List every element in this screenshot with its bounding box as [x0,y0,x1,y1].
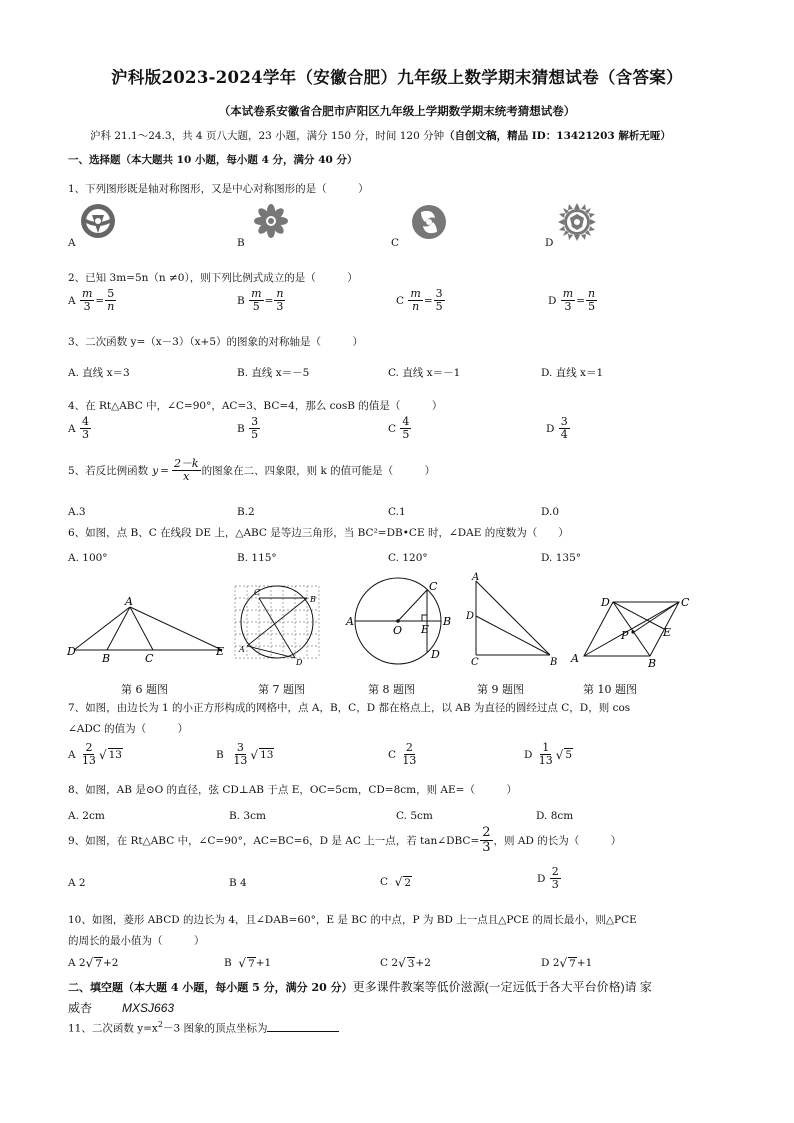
q9-c-rad: 2 [404,876,412,889]
q4-a-num: 4 [81,415,89,428]
q4-option-d [546,416,571,441]
q9-stem [68,826,621,856]
q2-d-letter: D [548,294,557,307]
q4-c-den: 5 [402,428,410,442]
q2-b-eq: = [264,294,274,307]
q7-d-frac [537,742,555,767]
f7-label-c: C [254,588,261,597]
q7-option-d [524,742,573,767]
q9-c-sqrt-icon: √ [394,875,403,889]
q5-option-c: C.1 [388,506,406,518]
q1-option-d: D [545,237,554,249]
q2-d-num2: n [588,287,596,300]
q7-c-frac [400,742,418,767]
q9-d-frac [550,866,561,891]
f8-label-o: O [393,624,403,637]
q2-stem: 2、已知 3m=5n（n ≠0），则下列比例式成立的是（ ） [68,272,358,284]
q2-a-frac2 [105,288,116,313]
q7-d-den: 13 [538,754,553,768]
q9-option-b: B 4 [229,877,247,889]
f8-label-b: B [443,615,452,628]
f10-label-e: E [663,626,672,639]
q3-option-a: A. 直线 x＝3 [68,367,130,379]
q8-option-a: A. 2cm [68,810,105,822]
q4-d-den: 4 [560,428,568,442]
q2-option-d [548,288,598,313]
caption-fig7: 第 7 题图 [258,683,305,696]
q6-option-a: A. 100° [68,552,108,564]
q9-option-a: A 2 [68,877,86,889]
q7-stem-line2: ∠ADC 的值为（ ） [68,723,189,735]
q9-d-letter: D [537,872,546,885]
f10-label-p: P [621,629,629,642]
q3-option-d: D. 直线 x＝1 [541,367,604,379]
q9-post: ，则 AD 的长为（ ） [493,835,622,848]
q4-d-frac [559,416,570,441]
q9-pre: 9、如图，在 Rt△ABC 中，∠C=90°，AC=BC=6，D 是 AC 上一点，若 tan∠DBC= [68,835,480,848]
f6-label-a: A [125,595,133,608]
section-one-heading: 一、选择题（本大题共 10 小题，每小题 4 分，满分 40 分） [68,154,358,166]
f10-label-a: A [571,652,579,665]
q7-b-den: 13 [233,754,248,768]
q1-option-a: A [68,237,76,249]
q10-c-rad: 3 [407,957,415,970]
q4-c-num: 4 [402,415,410,428]
q7-option-b [216,742,274,767]
q1-figure-c-icon [411,204,447,244]
q5-option-b: B.2 [237,506,255,518]
q4-option-c [388,416,412,441]
q7-a-den: 13 [81,754,96,768]
q1-figure-a-icon [80,203,116,243]
q10-d-post: +1 [576,957,593,969]
q4-a-den: 3 [81,428,89,442]
q10-d-rad: 7 [569,957,576,970]
q7-a-num: 2 [85,741,93,754]
q10-option-d [541,956,592,970]
f8-label-e: E [421,623,430,636]
q2-b-den2: 3 [276,300,284,314]
q9-d-num: 2 [551,865,559,878]
q2-a-den1: 3 [83,300,91,314]
q10-c-sqrt-icon: √ [398,956,406,970]
q2-a-num1: m [81,287,93,300]
q1-stem: 1、下列图形既是轴对称图形，又是中心对称图形的是（ ） [68,183,369,195]
q5-option-a: A.3 [68,506,86,518]
q4-d-num: 3 [560,415,568,428]
f9-label-d: D [466,611,475,622]
q2-c-eq: = [423,294,433,307]
figure-10 [568,590,696,670]
q10-b-pre: B [224,957,232,969]
q10-c-post: +2 [415,957,431,969]
q10-option-a [68,956,118,970]
q9-num: 2 [482,825,491,840]
q2-a-num2: 5 [107,287,115,300]
f10-label-b: B [648,657,657,670]
f7-label-a: A [239,645,245,654]
f9-label-b: B [550,657,558,668]
f9-label-a: A [472,572,480,583]
q7-a-frac [80,742,98,767]
q5-num: 2－k [173,457,199,470]
q6-stem: 6、如图，点 B、C 在线段 DE 上，△ABC 是等边三角形，当 BC²=DB•CE 时，∠DAE 的度数为（ ） [68,527,569,539]
section-two-line2 [68,999,174,1016]
q10-d-pre: D 2 [541,957,560,969]
q10-c-pre: C 2 [380,957,399,969]
q5-stem [68,458,435,483]
q10-a-post: +2 [102,957,119,969]
figure-6 [64,592,234,664]
f8-label-c: C [429,580,438,593]
q2-a-frac1 [80,288,94,313]
figure-9 [466,570,562,670]
q1-option-c: C [391,237,400,249]
q4-a-letter: A [68,422,76,435]
q3-option-c: C. 直线 x＝－1 [388,367,461,379]
q5-option-d: D.0 [541,506,560,518]
q7-a-rad: 13 [108,749,122,762]
q11-answer-blank [267,1021,339,1032]
figure-7 [232,583,324,669]
q7-b-rad: 13 [260,749,274,762]
q7-c-num: 2 [405,741,413,754]
q9-c-letter: C [380,876,389,888]
q7-d-sqrt-icon: √ [555,747,564,762]
q7-b-num: 3 [236,741,244,754]
q7-a-letter: A [68,748,76,761]
q10-a-rad: 7 [95,957,102,970]
q2-b-letter: B [237,294,245,307]
q7-b-sqrt-icon: √ [250,747,259,762]
q8-stem: 8、如图，AB 是⊙O 的直径，弦 CD⊥AB 于点 E，OC=5cm，CD=8cm，则 AE=（ ） [68,784,517,796]
q2-c-num1: m [410,287,421,300]
q2-a-den2: n [107,300,115,314]
q10-a-pre: A 2 [68,957,86,969]
q4-c-letter: C [388,422,397,435]
q7-stem-line1: 7、如图，由边长为 1 的小正方形构成的网格中，点 A，B，C，D 都在格点上，以 AB 为直径的圆经过点 C，D，则 cos [68,702,631,714]
section-two-bold: 二、填空题（本大题 4 小题，每小题 5 分，满分 20 分） [68,981,353,994]
q5-pre: 5、若反比例函数 [68,465,149,478]
q9-option-d [537,866,562,891]
q5-eq: = [160,464,169,477]
q2-c-frac2 [434,288,445,313]
f6-label-e: E [216,645,225,658]
q9-frac [480,826,492,856]
exam-info-id: （自创文稿，精品 ID：13421203 解析无哑） [444,130,671,142]
q2-b-den1: 5 [252,300,260,314]
q1-figure-d-icon [558,203,596,245]
q2-c-den1: n [412,300,420,314]
q10-option-b [224,956,271,970]
q4-option-b [237,416,261,441]
f6-label-c: C [145,652,154,664]
q2-c-frac1 [408,288,422,313]
caption-fig9: 第 9 题图 [477,683,524,696]
q7-b-letter: B [216,748,224,761]
q4-option-a [68,416,92,441]
q7-c-den: 13 [402,754,417,768]
q5-y: y [152,464,159,477]
q10-option-c [380,956,431,970]
exam-info-text: 沪科 21.1～24.3，共 4 页八大题，23 小题，满分 150 分，时间 120 分钟 [90,130,445,142]
section-two-ad: 更多课件教案等低价滋源(一定远低于各大平台价格)请 家 [352,980,652,994]
f8-label-d: D [431,648,440,661]
q7-option-a [68,742,123,767]
q10-stem-line1: 10、如图，菱形 ABCD 的边长为 4，且∠DAB=60°，E 是 BC 的中点，P 为 BD 上一点且△PCE 的周长最小，则△PCE [68,914,637,926]
q2-d-frac2 [586,288,597,313]
q8-option-d: D. 8cm [536,810,574,822]
q2-a-letter: A [68,294,76,307]
q10-b-post: +1 [255,957,272,969]
q2-b-frac1 [249,288,263,313]
q2-d-frac1 [561,288,575,313]
q1-figure-b-icon [253,203,289,243]
q2-c-letter: C [396,294,405,307]
q4-d-letter: D [546,422,555,435]
q2-c-den2: 5 [435,300,443,314]
q10-stem-line2: 的周长的最小值为（ ） [68,935,205,947]
f10-label-c: C [681,596,690,609]
q10-a-sqrt-icon: √ [85,956,94,970]
q2-c-num2: 3 [435,287,443,300]
q4-a-frac [80,416,91,441]
q8-option-b: B. 3cm [229,810,266,822]
q2-d-num1: m [562,287,574,300]
f7-label-d: D [296,658,303,667]
q11-sup: 2 [157,1020,163,1029]
q3-stem: 3、二次函数 y=（x－3）（x+5）的图象的对称轴是（ ） [68,336,363,348]
q2-d-den1: 3 [564,300,572,314]
q4-b-letter: B [237,422,245,435]
q4-c-frac [400,416,411,441]
q2-d-den2: 5 [588,300,596,314]
q5-frac [172,458,201,483]
q11-stem [68,1020,339,1036]
page-subtitle: （本试卷系安徽省合肥市庐阳区九年级上学期数学期末统考猜想试卷） [218,104,576,118]
q4-b-frac [249,416,260,441]
q7-c-letter: C [388,748,397,761]
q2-option-a [68,288,117,313]
q4-b-den: 5 [251,428,259,442]
f7-label-b: B [310,595,316,604]
q5-post: 的图象在二、四象限，则 k 的值可能是（ ） [201,465,436,478]
q10-b-rad: 7 [248,957,255,970]
q4-b-num: 3 [251,415,259,428]
q2-a-eq: = [95,294,105,307]
q2-b-num2: n [276,287,284,300]
q9-d-den: 3 [551,878,559,892]
section-two-heading [68,978,652,995]
f9-label-c: C [471,657,479,668]
q4-stem: 4、在 Rt△ABC 中，∠C=90°，AC=3、BC=4，那么 cosB 的值是（ ） [68,400,443,412]
f6-label-b: B [102,652,111,664]
q2-d-eq: = [576,294,586,307]
q10-b-sqrt-icon: √ [238,956,247,970]
q2-option-b [237,288,286,313]
q6-option-c: C. 120° [388,552,428,564]
q2-b-num1: m [251,287,262,300]
q9-option-c [380,875,412,889]
q9-den: 3 [482,840,491,856]
q6-option-d: D. 135° [541,552,582,564]
q11-pre: 11、二次函数 y=x [68,1022,158,1035]
q7-option-c [388,742,419,767]
q6-option-b: B. 115° [237,552,277,564]
section-two-line2a: 威杏 [68,1001,93,1015]
exam-info [90,128,671,143]
page-title: 沪科版2023-2024学年（安徽合肥）九年级上数学期末猜想试卷（含答案） [111,68,683,87]
caption-fig8: 第 8 题图 [368,683,415,696]
f6-label-d: D [67,645,76,658]
caption-fig6: 第 6 题图 [121,683,168,696]
q7-d-rad: 5 [565,749,573,762]
q7-d-num: 1 [542,741,550,754]
f10-label-d: D [601,596,610,609]
q7-a-sqrt-icon: √ [98,747,107,762]
q11-post: －3 图象的顶点坐标为 [162,1022,268,1035]
q5-den: x [183,470,190,484]
q8-option-c: C. 5cm [396,810,433,822]
q3-option-b: B. 直线 x＝－5 [237,367,310,379]
q10-d-sqrt-icon: √ [559,956,568,970]
q7-b-frac [231,742,249,767]
q2-option-c [396,288,446,313]
f8-label-a: A [346,615,354,628]
caption-fig10: 第 10 题图 [583,683,637,696]
q7-d-letter: D [524,748,533,761]
figure-8 [342,576,457,670]
q2-b-frac2 [274,288,285,313]
section-two-code: MXSJ663 [122,1001,175,1015]
q1-option-b: B [237,237,245,249]
